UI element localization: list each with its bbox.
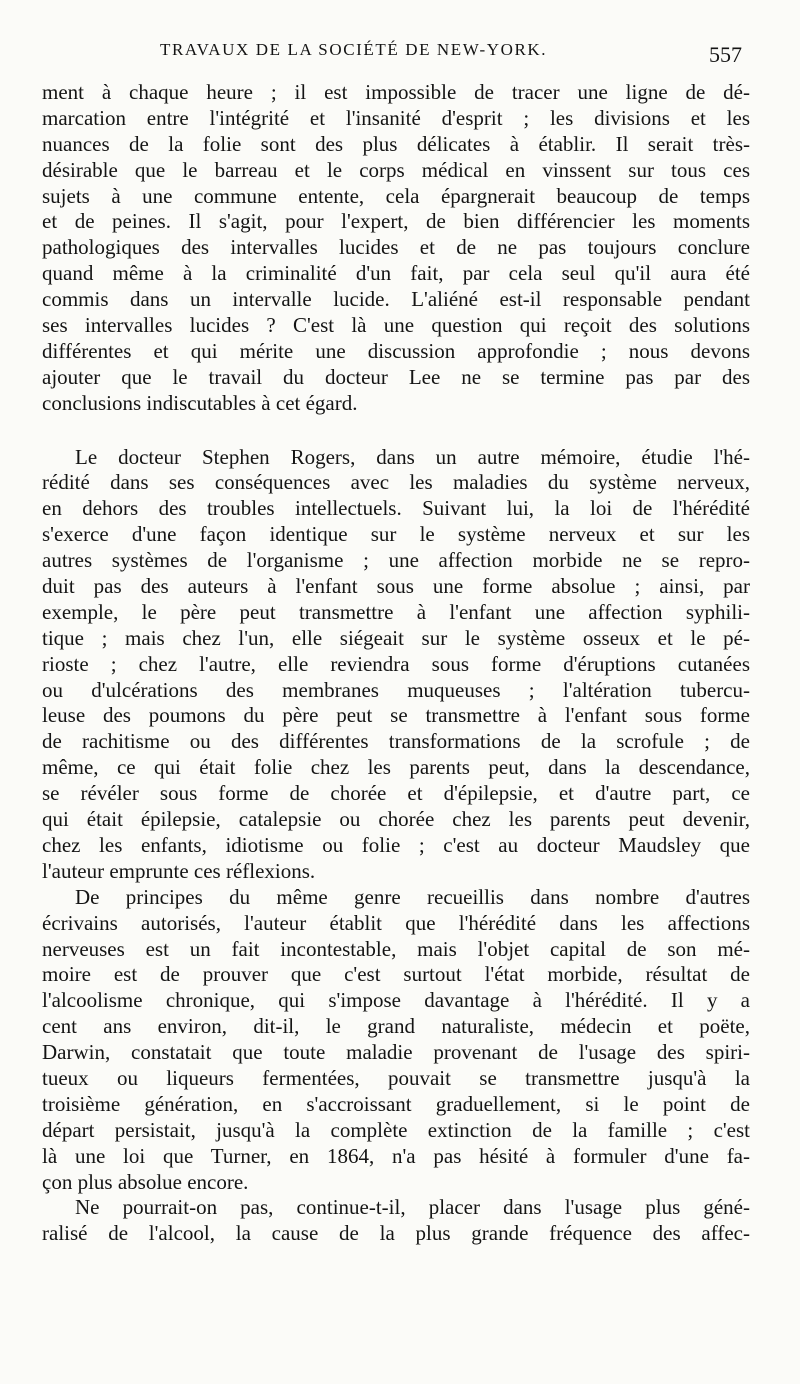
text-line: De principes du même genre recueillis dans nombre d'autres: [75, 884, 750, 909]
text-line: ralisé de l'alcool, la cause de la plus grande fréquence des affec-: [42, 1221, 750, 1246]
text-line: tueux ou liqueurs fermentées, pouvait se transmettre jusqu'à la: [42, 1065, 750, 1090]
text-line: ou d'ulcérations des membranes muqueuses ; l'altération tubercu-: [42, 677, 750, 702]
text-line: Ne pourrait-on pas, continue-t-il, placer dans l'usage plus géné-: [75, 1195, 750, 1220]
text-line: tique ; mais chez l'un, elle siégeait sur le système osseux et le pé-: [42, 625, 750, 650]
text-line: autres systèmes de l'organisme ; une affection morbide ne se repro-: [42, 548, 750, 573]
text-line: l'auteur emprunte ces réflexions.: [42, 858, 316, 883]
text-line: différentes et qui mérite une discussion approfondie ; nous devons: [42, 338, 750, 363]
text-line: duit pas des auteurs à l'enfant sous une forme absolue ; ainsi, par: [42, 574, 750, 599]
text-line: marcation entre l'intégrité et l'insanité d'esprit ; les divisions et les: [42, 105, 750, 130]
text-line: s'exerce d'une façon identique sur le système nerveux et sur les: [42, 522, 750, 547]
text-line: moire est de prouver que c'est surtout l'état morbide, résultat de: [42, 962, 750, 987]
text-line: rédité dans ses conséquences avec les maladies du système nerveux,: [42, 470, 750, 495]
page-header: [42, 38, 750, 78]
text-line: désirable que le barreau et le corps médical en vinssent sur tous ces: [42, 157, 750, 182]
text-line: pathologiques des intervalles lucides et de ne pas toujours conclure: [42, 235, 750, 260]
text-line: çon plus absolue encore.: [42, 1169, 249, 1194]
text-line: même, ce qui était folie chez les parents peut, dans la descendance,: [42, 755, 750, 780]
paragraph: [42, 1195, 750, 1247]
text-line: cent ans environ, dit-il, le grand naturaliste, médecin et poëte,: [42, 1014, 750, 1039]
text-line: leuse des poumons du père peut se transmettre à l'enfant sous forme: [42, 703, 750, 728]
text-line: et de peines. Il s'agit, pour l'expert, de bien différencier les moments: [42, 209, 750, 234]
text-line: ment à chaque heure ; il est impossible de tracer une ligne de dé-: [42, 80, 750, 104]
text-line: de rachitisme ou des différentes transformations de la scrofule ; de: [42, 729, 750, 754]
paragraph: [42, 885, 750, 1196]
text-line: Le docteur Stephen Rogers, dans un autre mémoire, étudie l'hé-: [75, 444, 750, 469]
text-line: rioste ; chez l'autre, elle reviendra sous forme d'éruptions cutanées: [42, 651, 750, 676]
text-line: chez les enfants, idiotisme ou folie ; c'est au docteur Maudsley que: [42, 832, 750, 857]
paragraph-gap: [42, 417, 750, 445]
text-line: exemple, le père peut transmettre à l'enfant une affection syphili-: [42, 599, 750, 624]
text-line: écrivains autorisés, l'auteur établit que l'hérédité dans les affections: [42, 910, 750, 935]
text-line: qui était épilepsie, catalepsie ou chorée chez les parents peut devenir,: [42, 807, 750, 832]
text-line: sujets à une commune entente, cela épargnerait beaucoup de temps: [42, 183, 750, 208]
text-line: Darwin, constatait que toute maladie provenant de l'usage des spiri-: [42, 1040, 750, 1065]
text-line: commis dans un intervalle lucide. L'aliéné est-il responsable pendant: [42, 287, 750, 312]
page-number: 557: [709, 42, 742, 67]
text-line: conclusions indiscutables à cet égard.: [42, 390, 358, 415]
text-line: troisième génération, en s'accroissant graduellement, si le point de: [42, 1091, 750, 1116]
text-line: départ persistait, jusqu'à la complète extinction de la famille ; c'est: [42, 1117, 750, 1142]
text-line: l'alcoolisme chronique, qui s'impose davantage à l'hérédité. Il y a: [42, 988, 750, 1013]
text-line: en dehors des troubles intellectuels. Suivant lui, la loi de l'hérédité: [42, 496, 750, 521]
text-line: nuances de la folie sont des plus délicates à établir. Il serait très-: [42, 131, 750, 156]
running-title: TRAVAUX DE LA SOCIÉTÉ DE NEW-YORK.: [160, 40, 548, 59]
text-line: ajouter que le travail du docteur Lee ne se termine pas par des: [42, 364, 750, 389]
paragraph: [42, 80, 750, 417]
paragraph: [42, 445, 750, 885]
text-line: nerveuses est un fait incontestable, mais l'objet capital de son mé-: [42, 936, 750, 961]
text-line: ses intervalles lucides ? C'est là une question qui reçoit des solutions: [42, 313, 750, 338]
body-text: [42, 80, 750, 1247]
text-line: se révéler sous forme de chorée et d'épilepsie, et d'autre part, ce: [42, 781, 750, 806]
text-line: là une loi que Turner, en 1864, n'a pas hésité à formuler d'une fa-: [42, 1143, 750, 1168]
text-line: quand même à la criminalité d'un fait, par cela seul qu'il aura été: [42, 261, 750, 286]
